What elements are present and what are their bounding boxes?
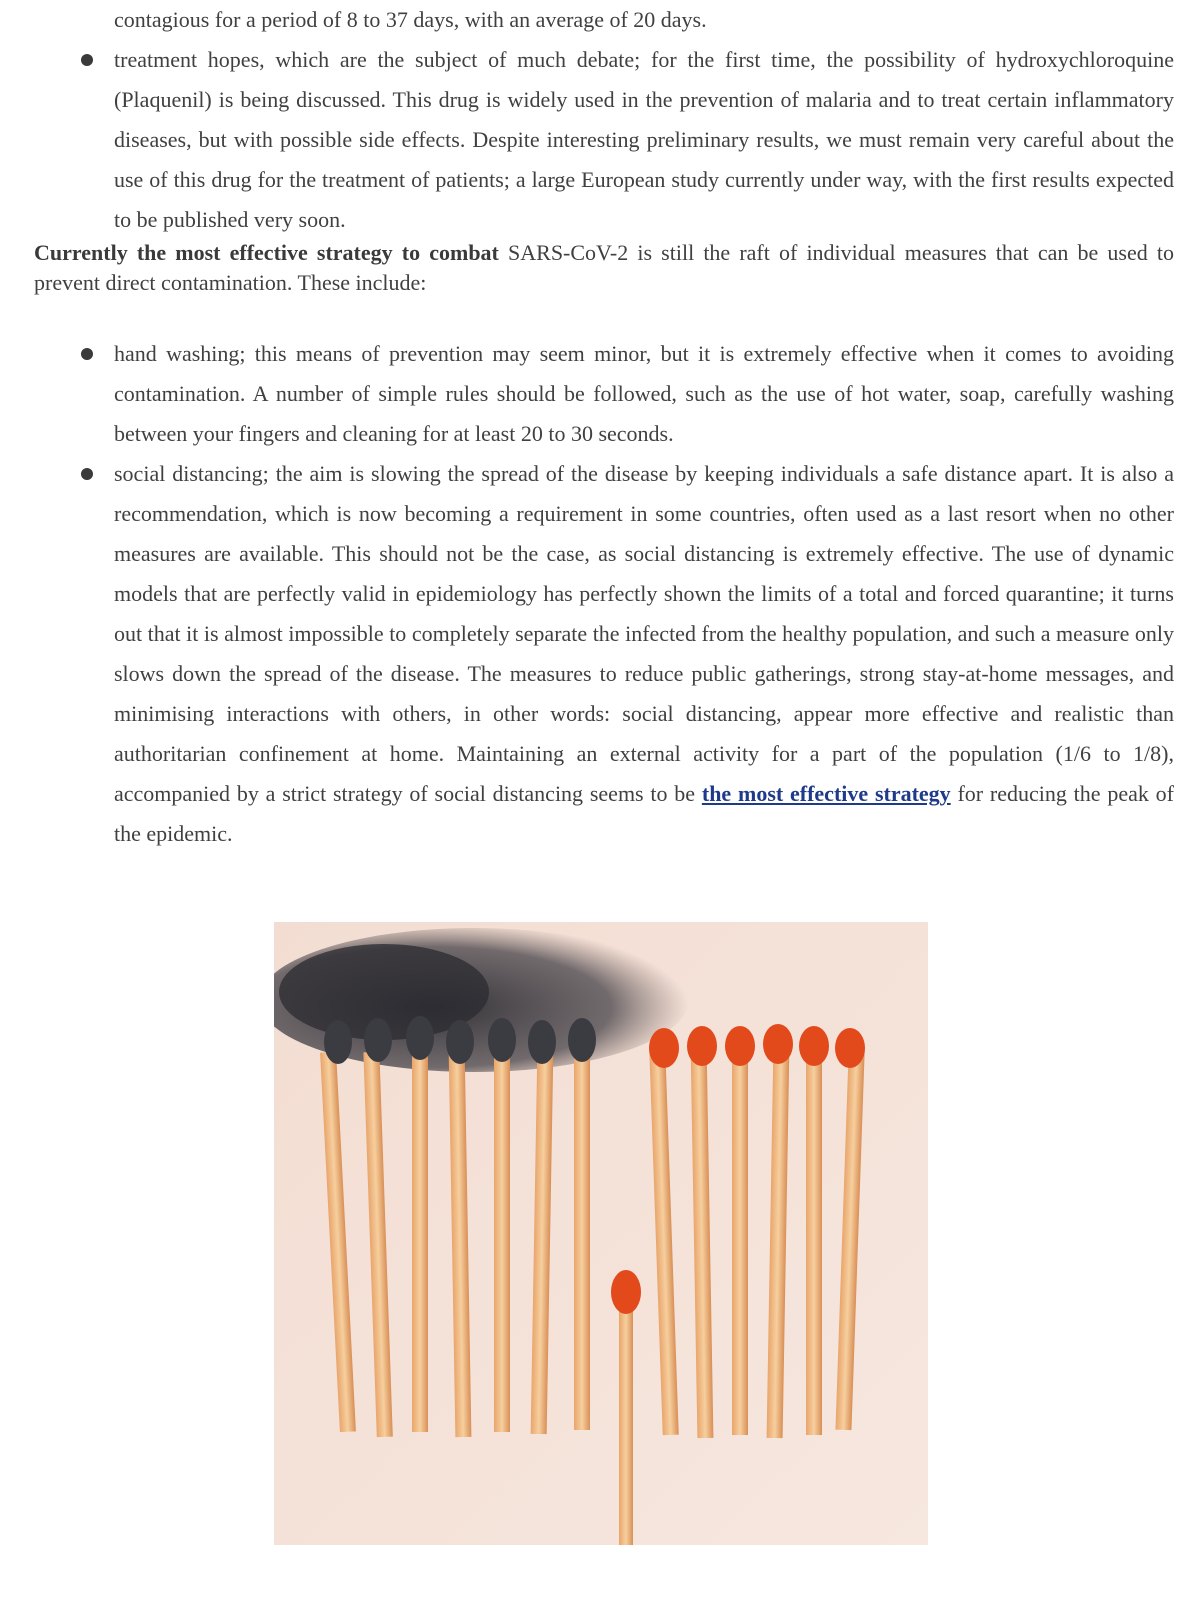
bold-lead: Currently the most effective strategy to combat xyxy=(34,240,499,265)
bullet-icon xyxy=(81,468,93,480)
paragraph-text: SARS-CoV-2 is still the raft of individual measures that can be used to prevent direct contamination. These include: xyxy=(34,240,1175,295)
bullet-icon xyxy=(81,348,93,360)
list-item-text-end: for reducing the peak of the epidemic. xyxy=(114,781,1174,846)
continuation-text: contagious for a period of 8 to 37 days, with an average of 20 days. xyxy=(114,7,707,32)
list-item-social-distancing xyxy=(0,454,1196,854)
matches-figure xyxy=(274,922,928,1545)
list-item xyxy=(0,40,1196,240)
list-item-text: treatment hopes, which are the subject of much debate; for the first time, the possibility of hydroxychloroquine (Plaquenil) is being discussed. This drug is widely used in the prevention of malaria and to treat certain inflammatory diseases, but with possible side effects. Despite interesting preliminary results, we must remain very careful about the use of this drug for the treatment of patients; a large European study currently under way, with the first results expected to be published very soon. xyxy=(114,47,1174,232)
top-continuation xyxy=(0,0,1196,40)
measures-list xyxy=(0,334,1196,854)
strategy-paragraph xyxy=(34,238,1174,298)
bullet-icon xyxy=(81,54,93,66)
matches-image xyxy=(274,922,928,1545)
list-item-text: social distancing; the aim is slowing the spread of the disease by keeping individuals a safe distance apart. It is also a recommendation, which is now becoming a requirement in some countries, often used as a last resort when no other measures are available. This should not be the case, as social distancing is extremely effective. The use of dynamic models that are perfectly valid in epidemiology has perfectly shown the limits of a total and forced quarantine; it turns out that it is almost impossible to completely separate the infected from the healthy population, and such a measure only slows down the spread of the disease. The measures to reduce public gatherings, strong stay-at-home messages, and minimising interactions with others, in other words: social distancing, appear more effective and realistic than authoritarian confinement at home. Maintaining an external activity for a part of the population (1/6 to 1/8), accompanied by a strict strategy of social distancing seems to be xyxy=(114,461,1174,806)
list-item-text: hand washing; this means of prevention may seem minor, but it is extremely effective when it comes to avoiding contamination. A number of simple rules should be followed, such as the use of hot water, soap, carefully washing between your fingers and cleaning for at least 20 to 30 seconds. xyxy=(114,341,1174,446)
effective-strategy-link[interactable]: the most effective strategy xyxy=(701,781,951,806)
list-item-hand-washing xyxy=(0,334,1196,454)
treatment-list xyxy=(0,40,1196,240)
